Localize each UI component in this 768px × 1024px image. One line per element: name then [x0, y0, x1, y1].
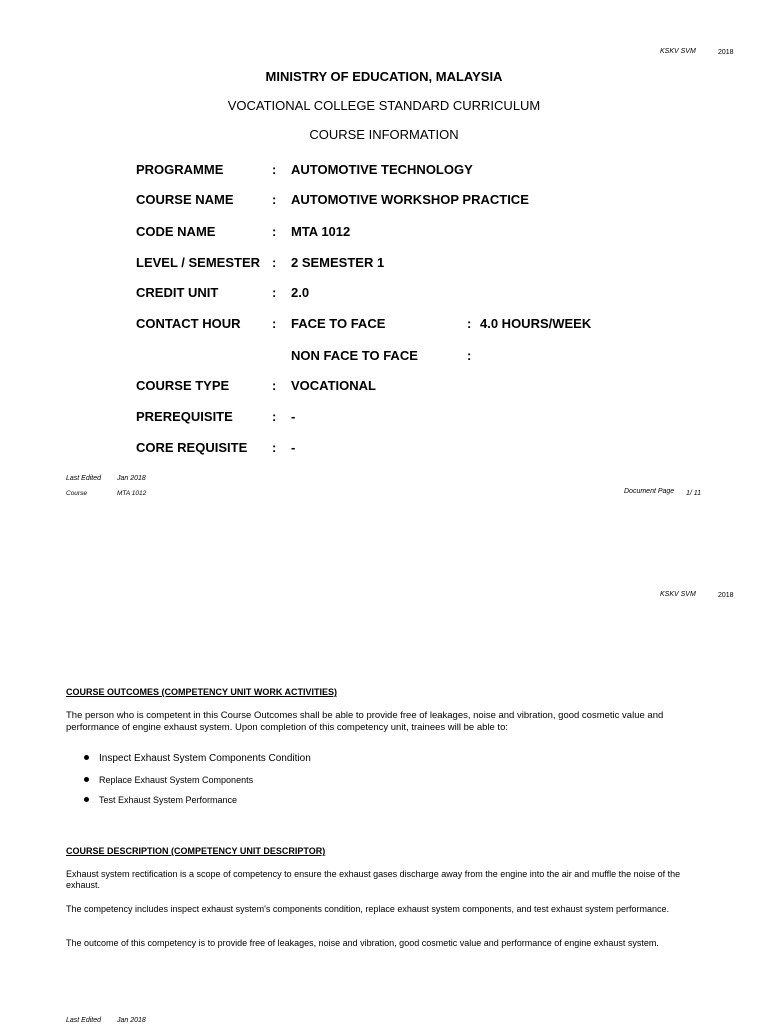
description-paragraph: Exhaust system rectification is a scope of competency to ensure the exhaust gases discharge away from the engine into the air and muffle the noise of the exhaust.: [66, 869, 681, 890]
field-value: 2.0: [291, 285, 310, 300]
ministry-title: MINISTRY OF EDUCATION, MALAYSIA: [265, 69, 503, 84]
field-value: FACE TO FACE: [291, 316, 386, 331]
field-value: 2 SEMESTER 1: [291, 255, 385, 270]
footer-last-edited-label: Last Edited: [66, 475, 102, 482]
footer-last-edited-label: Last Edited: [66, 1017, 102, 1024]
footer-last-edited-value: Jan 2018: [117, 475, 146, 482]
header-year: 2018: [718, 592, 734, 599]
field-value: -: [291, 440, 296, 455]
field-value-secondary: 4.0 HOURS/WEEK: [480, 316, 592, 331]
field-colon: :: [272, 440, 277, 455]
field-value: NON FACE TO FACE: [291, 348, 418, 363]
outcome-text: Inspect Exhaust System Components Condition: [99, 753, 311, 764]
header-year: 2018: [718, 49, 734, 56]
curriculum-title: VOCATIONAL COLLEGE STANDARD CURRICULUM: [227, 98, 541, 113]
document-page-2: [0, 540, 768, 1024]
course-description-heading: COURSE DESCRIPTION (COMPETENCY UNIT DESCRIPTOR): [66, 846, 326, 856]
bullet-icon: [84, 797, 89, 802]
field-colon: :: [272, 192, 277, 207]
field-colon: :: [272, 285, 277, 300]
field-colon: :: [272, 162, 277, 177]
footer-course-label: Course: [66, 490, 87, 497]
field-value: MTA 1012: [291, 224, 351, 239]
field-colon: :: [272, 255, 277, 270]
course-outcomes-heading: COURSE OUTCOMES (COMPETENCY UNIT WORK ACTIVITIES): [66, 687, 338, 697]
field-value: VOCATIONAL: [291, 378, 376, 393]
field-colon-secondary: :: [467, 316, 472, 331]
outcome-text: Replace Exhaust System Components: [99, 775, 254, 785]
bullet-icon: [84, 777, 89, 782]
field-value: -: [291, 409, 296, 424]
field-label: LEVEL / SEMESTER: [136, 255, 261, 270]
header-code: KSKV SVM: [660, 48, 696, 55]
field-label: CORE REQUISITE: [136, 440, 248, 455]
field-label: CREDIT UNIT: [136, 285, 219, 300]
field-value: AUTOMOTIVE TECHNOLOGY: [291, 162, 473, 177]
description-paragraph: The competency includes inspect exhaust system's components condition, replace exhaust system components, and test exhaust system performance.: [66, 904, 670, 914]
field-label: PROGRAMME: [136, 162, 224, 177]
field-label: COURSE NAME: [136, 192, 234, 207]
description-paragraph: The outcome of this competency is to provide free of leakages, noise and vibration, good cosmetic value and performance of engine exhaust system.: [66, 938, 659, 948]
field-label: PREREQUISITE: [136, 409, 233, 424]
bullet-icon: [84, 755, 89, 760]
field-value: AUTOMOTIVE WORKSHOP PRACTICE: [291, 192, 529, 207]
outcome-text: Test Exhaust System Performance: [99, 795, 238, 805]
field-colon: :: [272, 224, 277, 239]
field-colon: :: [272, 378, 277, 393]
field-colon: :: [272, 316, 277, 331]
course-outcomes-intro: The person who is competent in this Course Outcomes shall be able to provide free of leakages, noise and vibration, good cosmetic value and performance of engine exhaust system. Upon completion of this competency unit, trainees will be able to:: [66, 710, 664, 733]
field-label: COURSE TYPE: [136, 378, 230, 393]
outcome-item: [84, 775, 253, 785]
outcome-item: [84, 753, 311, 764]
footer-document-page-label: Document Page: [624, 488, 675, 495]
footer-last-edited-value: Jan 2018: [117, 1017, 146, 1024]
course-info-title: COURSE INFORMATION: [309, 127, 459, 142]
footer-document-page-value: 1/ 11: [686, 490, 702, 497]
header-code: KSKV SVM: [660, 591, 696, 598]
field-label: CONTACT HOUR: [136, 316, 241, 331]
field-colon-secondary: :: [467, 348, 472, 363]
field-label: CODE NAME: [136, 224, 216, 239]
outcome-item: [84, 795, 237, 805]
footer-course-value: MTA 1012: [117, 490, 147, 497]
field-colon: :: [272, 409, 277, 424]
